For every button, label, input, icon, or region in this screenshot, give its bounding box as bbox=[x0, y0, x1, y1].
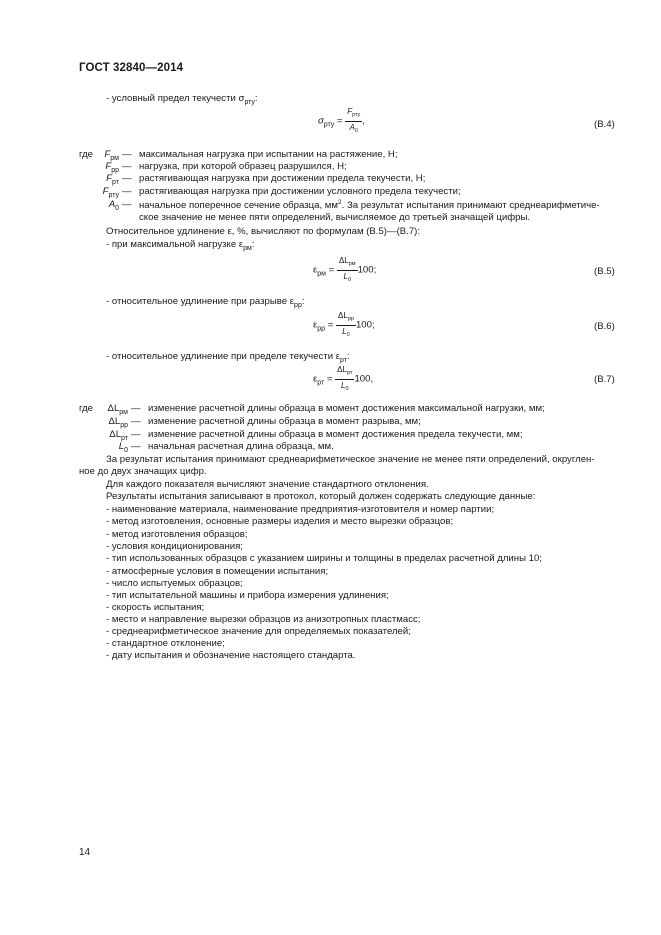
symbol-f-rm: $F_{рм}$ bbox=[104, 149, 119, 162]
document-header: ГОСТ 32840—2014 bbox=[79, 62, 184, 74]
symbol-dl-rt: $\Delta L_{рт}$ bbox=[109, 429, 128, 442]
fraction: $\frac{\Delta L_{рт}}{L_0}$ bbox=[337, 365, 353, 392]
list-item: - стандартное отклонение; bbox=[106, 638, 225, 649]
page-number: 14 bbox=[79, 847, 91, 858]
list-item: - тип испытательной машины и прибора измерения удлинения; bbox=[106, 590, 389, 601]
equation-number-b4: (В.4) bbox=[594, 119, 615, 130]
formula-b5: $\varepsilon_{рм}$ = $\frac{\Delta L_{рм}}{L_0}$ 100; bbox=[313, 256, 377, 283]
dash: — bbox=[131, 403, 141, 414]
equation-number-b7: (В.7) bbox=[594, 374, 615, 385]
list-item: - дату испытания и обозначение настоящего стандарта. bbox=[106, 650, 356, 661]
list-item: - метод изготовления образцов; bbox=[106, 529, 248, 540]
std-deviation-paragraph: Для каждого показателя вычисляют значение стандартного отклонения. bbox=[106, 479, 429, 490]
definition-f-rt: растягивающая нагрузка при достижении предела текучести, Н; bbox=[139, 173, 426, 184]
equation-number-b6: (В.6) bbox=[594, 321, 615, 332]
list-item: - место и направление вырезки образцов из анизотропных пластмасс; bbox=[106, 614, 421, 625]
symbol-dl-rr: $\Delta L_{рр}$ bbox=[108, 416, 128, 429]
symbol-f-rty: $F_{рту}$ bbox=[102, 186, 119, 199]
symbol-f-rt: $F_{рт}$ bbox=[106, 173, 119, 186]
definition-dl-rr: изменение расчетной длины образца в момент разрыва, мм; bbox=[148, 416, 421, 427]
dash: — bbox=[122, 186, 132, 197]
result-paragraph: За результат испытания принимают среднеарифметическое значение не менее пяти определений, округлен- bbox=[106, 454, 595, 465]
list-item: - среднеарифметическое значение для определяемых показателей; bbox=[106, 626, 411, 637]
list-item: - условия кондиционирования; bbox=[106, 541, 243, 552]
elongation-yield-label: - относительное удлинение при пределе текучести $\varepsilon_{рт}$: bbox=[106, 351, 350, 364]
definition-a0: начальное поперечное сечение образца, $мм^2$. За результат испытания принимают среднеарифметиче- bbox=[139, 199, 600, 211]
list-item: - скорость испытания; bbox=[106, 602, 205, 613]
list-item: - метод изготовления, основные размеры изделия и место вырезки образцов; bbox=[106, 516, 454, 527]
formula-b4: $\sigma_{ртy}$ = $\frac{F_{ртy}}{A_0}$ , bbox=[318, 107, 365, 134]
fraction: $\frac{\Delta L_{рм}}{L_0}$ bbox=[338, 256, 356, 283]
where-label-1: где bbox=[79, 149, 94, 160]
formula-b6: $\varepsilon_{рр}$ = $\frac{\Delta L_{рр}}{L_0}$ 100; bbox=[313, 311, 375, 338]
symbol-f-rr: $F_{рр}$ bbox=[105, 161, 119, 174]
result-paragraph-continued: ное до двух значащих цифр. bbox=[79, 466, 207, 477]
where-label-2: где bbox=[79, 403, 94, 414]
dash: — bbox=[122, 161, 132, 172]
definition-a0-continued: ское значение не менее пяти определений, вычисляемое до третьей значащей цифры. bbox=[139, 212, 531, 223]
list-item: - наименование материала, наименование предприятия-изготовителя и номер партии; bbox=[106, 504, 495, 515]
dash: — bbox=[122, 149, 132, 160]
dash: — bbox=[131, 416, 141, 427]
protocol-paragraph: Результаты испытания записывают в протокол, который должен содержать следующие данные: bbox=[106, 491, 536, 502]
yield-intro: - условный предел текучести $\sigma_{ртy}$: bbox=[106, 93, 258, 106]
equation-number-b5: (В.5) bbox=[594, 266, 615, 277]
list-item: - атмосферные условия в помещении испытания; bbox=[106, 566, 329, 577]
elongation-max-label: - при максимальной нагрузке $\varepsilon_{рм}$: bbox=[106, 239, 255, 252]
elongation-intro: Относительное удлинение ε, %, вычисляют по формулам (В.5)—(В.7): bbox=[106, 226, 421, 237]
dash: — bbox=[122, 173, 132, 184]
list-item: - число испытуемых образцов; bbox=[106, 578, 243, 589]
definition-f-rr: нагрузка, при которой образец разрушился, Н; bbox=[139, 161, 347, 172]
definition-dl-rm: изменение расчетной длины образца в момент достижения максимальной нагрузки, мм; bbox=[148, 403, 545, 414]
dash: — bbox=[122, 199, 132, 210]
definition-f-rty: растягивающая нагрузка при достижении условного предела текучести; bbox=[139, 186, 461, 197]
fraction: $\frac{\Delta L_{рр}}{L_0}$ bbox=[338, 311, 354, 338]
list-item: - тип использованных образцов с указанием ширины и толщины в пределах расчетной длины 10; bbox=[106, 553, 542, 564]
definition-dl-rt: изменение расчетной длины образца в момент достижения предела текучести, мм; bbox=[148, 429, 523, 440]
symbol-a0: $A_0$ bbox=[108, 199, 119, 212]
symbol-dl-rm: $\Delta L_{рм}$ bbox=[107, 403, 128, 416]
formula-b7: $\varepsilon_{рт}$ = $\frac{\Delta L_{рт}}{L_0}$ 100, bbox=[313, 365, 374, 392]
elongation-break-label: - относительное удлинение при разрыве $\varepsilon_{рр}$: bbox=[106, 296, 305, 309]
dash: — bbox=[131, 429, 141, 440]
definition-f-rm: максимальная нагрузка при испытании на растяжение, Н; bbox=[139, 149, 398, 160]
fraction: $\frac{F_{ртy}}{A_0}$ bbox=[347, 107, 361, 134]
symbol-l0: $L_0$ bbox=[118, 441, 128, 454]
definition-l0: начальная расчетная длина образца, мм. bbox=[148, 441, 334, 452]
dash: — bbox=[131, 441, 141, 452]
